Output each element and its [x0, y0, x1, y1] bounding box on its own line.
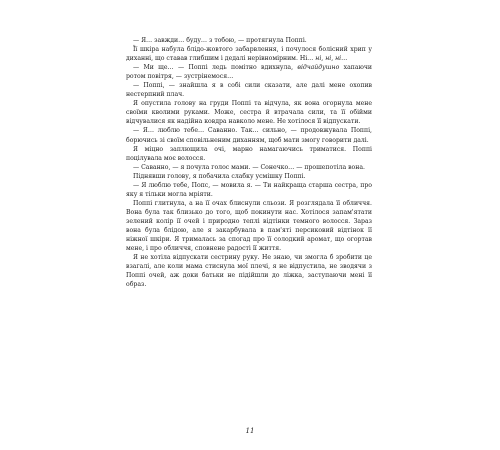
text-run-italic: відчайдушно [297, 64, 340, 72]
text-run: — Ми ще… — Поппі ледь помітно вдихнула, [133, 64, 298, 72]
paragraph-10 [126, 181, 372, 199]
paragraph-5 [126, 99, 372, 126]
text-run: Поппі глитнула, а на її очах блиснули сльози. Я розглядала її обличчя. Вона була так близько до того, щоб покинути нас. Хотілося запам'ятати зелений колір її очей і природно теплі відтінки темного волосся. Зараз вона була блідою, але я закарбувала в пам'яті персиковий відтінок її ніжної шкіри. Я трималась за спогад про її солодкий аромат, що огортав мене, і про обличчя, сповнене радості її життя. [126, 199, 372, 253]
text-run: — Поппі, — знайшла я в собі сили сказати, але далі мене охопив нестерпний плач. [126, 82, 372, 99]
text-run: — Я… завжди… буду… з тобою, — протягнула Поппі. [133, 37, 307, 44]
paragraph-4 [126, 81, 372, 99]
text-run: — Я люблю тебе, Попс, — мовила я. — Ти найкраща старша сестра, про яку я тільки могла мріяти. [126, 181, 372, 198]
paragraph-11 [126, 199, 372, 253]
text-run: Її шкіра набула блідо-жовтого забарвлення, і почулося болісний хрип у диханні, що ставав глибшим і дедалі нерівномірним. Ні… [126, 46, 372, 63]
paragraph-2 [126, 45, 372, 63]
paragraph-9 [126, 172, 372, 181]
paragraph-1 [126, 36, 372, 45]
paragraph-12 [126, 253, 372, 289]
text-run: — Я… люблю тебе… Саванно. Так… сильно, — продовжувала Поппі, борючись зі своїм сповільненим диханням, щоб мати змогу говорити далі. [126, 127, 372, 144]
text-run: Я не хотіла відпускати сестрину руку. Не знаю, чи змогла б зробити це взагалі, але коли мама стиснула мої плечі, я не відпустила, не зводячи з Поппі очей, аж доки батьки не підійшли до ліжка, заступаючи мені її образ. [126, 254, 372, 289]
paragraph-7 [126, 145, 372, 163]
text-run: … [341, 55, 348, 63]
page-number: 11 [245, 427, 255, 435]
text-run: Я опустила голову на груди Поппі та відчула, як вона огорнула мене своїми кволими руками. Може, сестра й втрачала сили, та її обійми відчувалися як надійна ковдра навколо мене. Не хотілося її відпускати. [126, 100, 372, 126]
text-run: Я міцно заплющила очі, марно намагаючись триматися. Поппі поцілувала моє волосся. [126, 145, 372, 162]
paragraph-6 [126, 126, 372, 144]
paragraph-8 [126, 163, 372, 172]
text-run-italic: ні, ні, ні [315, 55, 342, 63]
text-run: Піднявши голову, я побачила слабку усмішку Поппі. [133, 172, 306, 180]
paragraph-3 [126, 63, 372, 81]
text-run: хапаючи ротом повітря, — зустрінемося… [126, 64, 372, 81]
text-run: — Саванно, — я почула голос мами. — Сонечко… — прошепотіла вона. [133, 163, 365, 171]
page-text [126, 36, 372, 289]
